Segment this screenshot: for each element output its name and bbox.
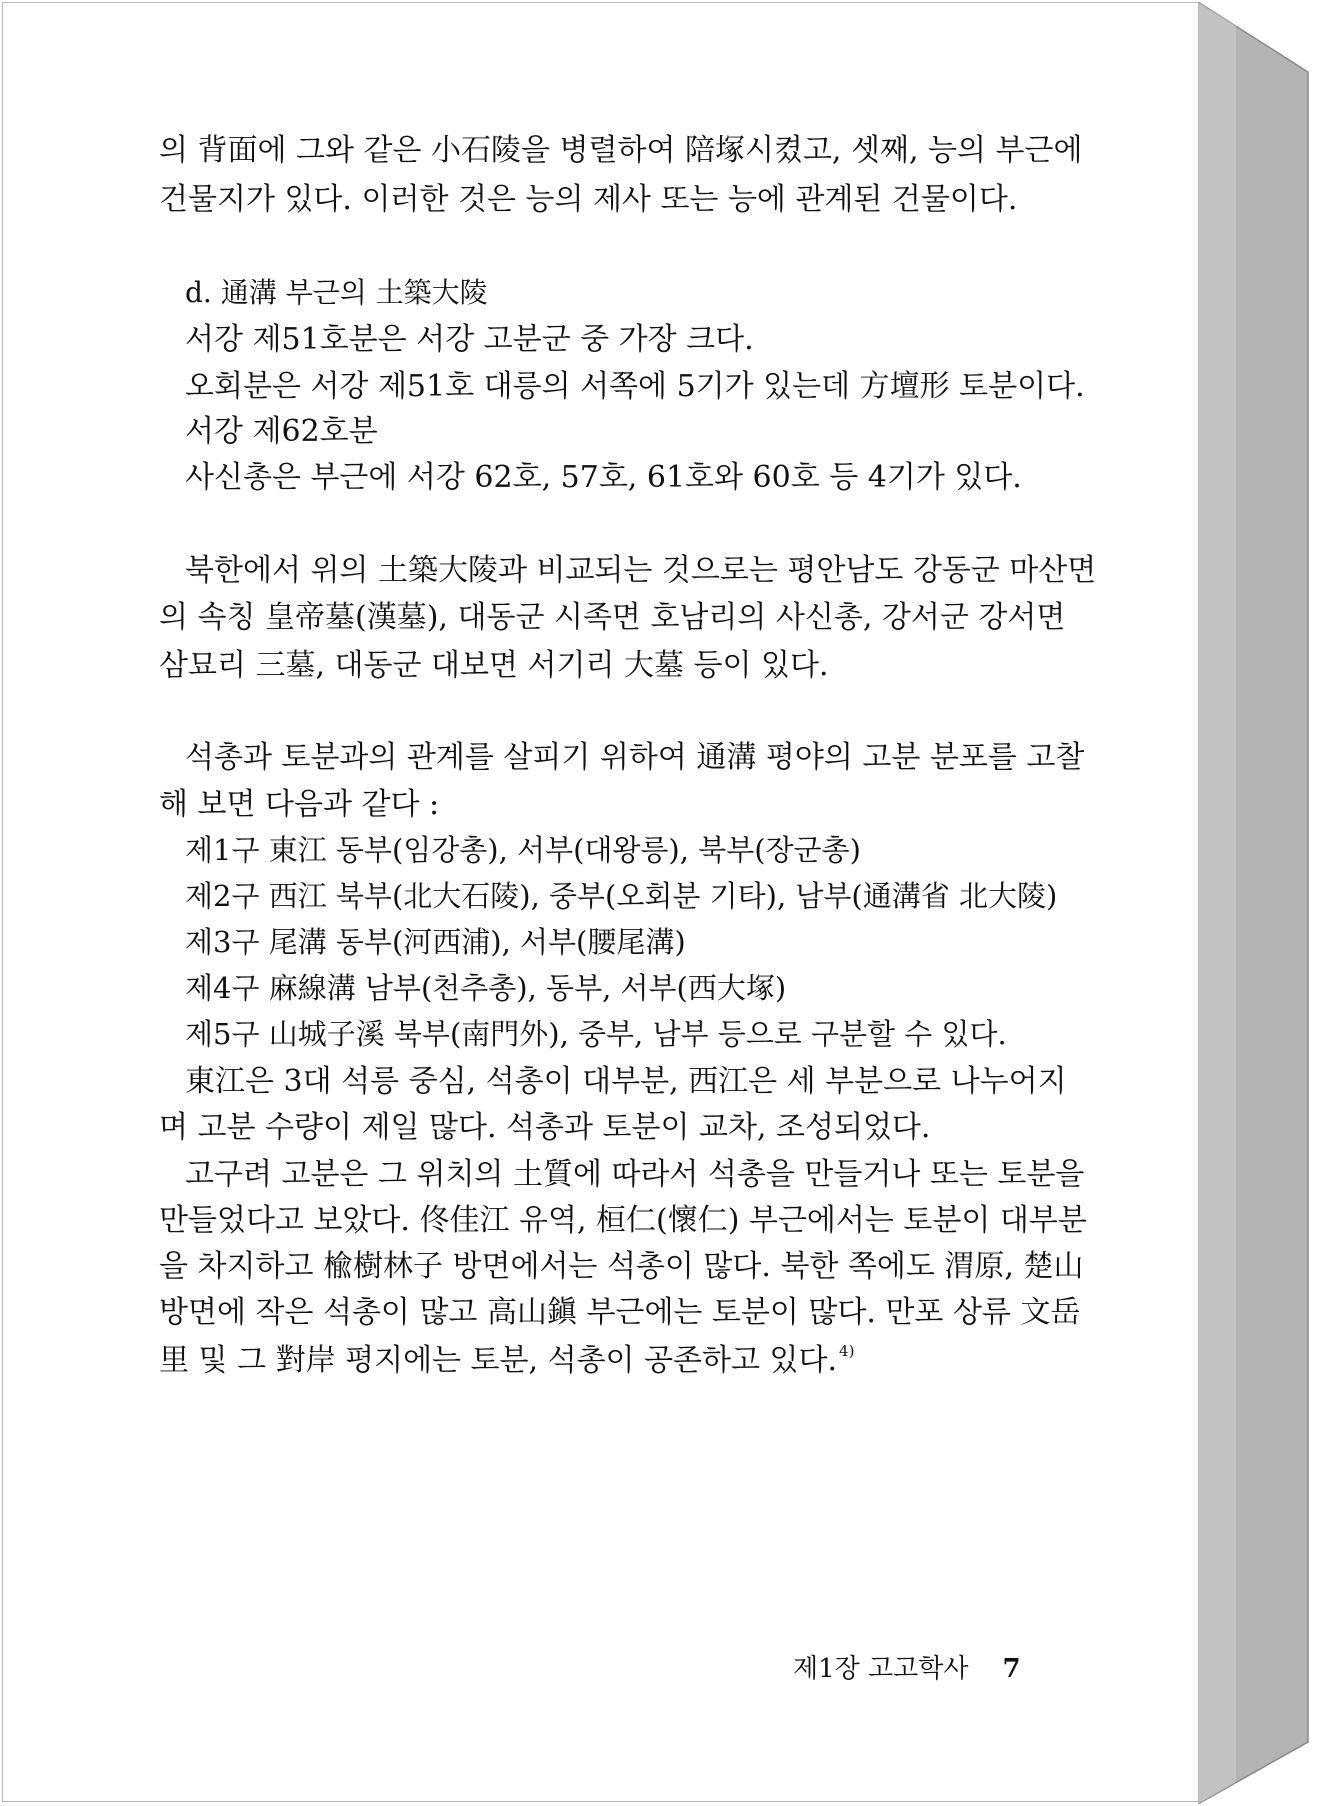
text-line: 만들었다고 보았다. 佟佳江 유역, 桓仁(懷仁) 부근에서는 토분이 대부분 xyxy=(159,1203,1087,1238)
footnote-marker: 4) xyxy=(839,1342,855,1360)
page-footer xyxy=(793,1648,1021,1685)
text-line: 東江은 3대 석릉 중심, 석총이 대부분, 西江은 세 부분으로 나누어지 xyxy=(185,1064,1067,1099)
list-item: 제4구 麻線溝 남부(천추총), 동부, 서부(西大塚) xyxy=(185,971,787,1005)
text-line-content: 里 및 그 對岸 평지에는 토분, 석총이 공존하고 있다. xyxy=(159,1343,838,1378)
page-number: 7 xyxy=(1002,1654,1021,1684)
text-line: 서강 제62호분 xyxy=(185,414,378,449)
text-line: 서강 제51호분은 서강 고분군 중 가장 크다. xyxy=(185,322,754,357)
text-line: 의 속칭 皇帝墓(漢墓), 대동군 시족면 호남리의 사신총, 강서군 강서면 xyxy=(159,600,1066,635)
text-line: 해 보면 다음과 같다 : xyxy=(159,787,440,822)
list-item: 제5구 山城子溪 북부(南門外), 중부, 남부 등으로 구분할 수 있다. xyxy=(185,1017,1007,1051)
list-item: 제1구 東江 동부(임강총), 서부(대왕릉), 북부(장군총) xyxy=(185,833,861,867)
text-line: 의 背面에 그와 같은 小石陵을 병렬하여 陪塚시켰고, 셋째, 능의 부근에 xyxy=(159,133,1083,168)
section-heading: d. 通溝 부근의 土築大陵 xyxy=(185,276,488,309)
chapter-title: 제1장 고고학사 xyxy=(793,1654,969,1684)
text-line xyxy=(159,1344,854,1376)
list-item: 제2구 西江 북부(北大石陵), 중부(오회분 기타), 남부(通溝省 北大陵) xyxy=(185,879,1058,913)
text-line: 오회분은 서강 제51호 대릉의 서쪽에 5기가 있는데 方壇形 토분이다. xyxy=(185,369,1085,404)
text-line: 사신총은 부근에 서강 62호, 57호, 61호와 60호 등 4기가 있다. xyxy=(185,460,1022,495)
book-page xyxy=(2,2,1200,1802)
text-line: 을 차지하고 楡樹林子 방면에서는 석총이 많다. 북한 쪽에도 渭原, 楚山 xyxy=(159,1249,1084,1284)
list-item: 제3구 尾溝 동부(河西浦), 서부(腰尾溝) xyxy=(185,925,686,959)
text-line: 삼묘리 三墓, 대동군 대보면 서기리 大墓 등이 있다. xyxy=(159,648,829,683)
text-line: 며 고분 수량이 제일 많다. 석총과 토분이 교차, 조성되었다. xyxy=(159,1110,931,1145)
text-line: 북한에서 위의 土築大陵과 비교되는 것으로는 평안남도 강동군 마산면 xyxy=(185,553,1097,588)
book-spine-shading xyxy=(1198,2,1322,1804)
text-line: 석총과 토분과의 관계를 살피기 위하여 通溝 평야의 고분 분포를 고찰 xyxy=(185,740,1085,775)
text-line: 고구려 고분은 그 위치의 土質에 따라서 석총을 만들거나 또는 토분을 xyxy=(185,1157,1085,1192)
text-line: 건물지가 있다. 이러한 것은 능의 제사 또는 능에 관계된 건물이다. xyxy=(159,182,1018,217)
text-line: 방면에 작은 석총이 많고 高山鎭 부근에는 토분이 많다. 만포 상류 文岳 xyxy=(159,1295,1081,1330)
